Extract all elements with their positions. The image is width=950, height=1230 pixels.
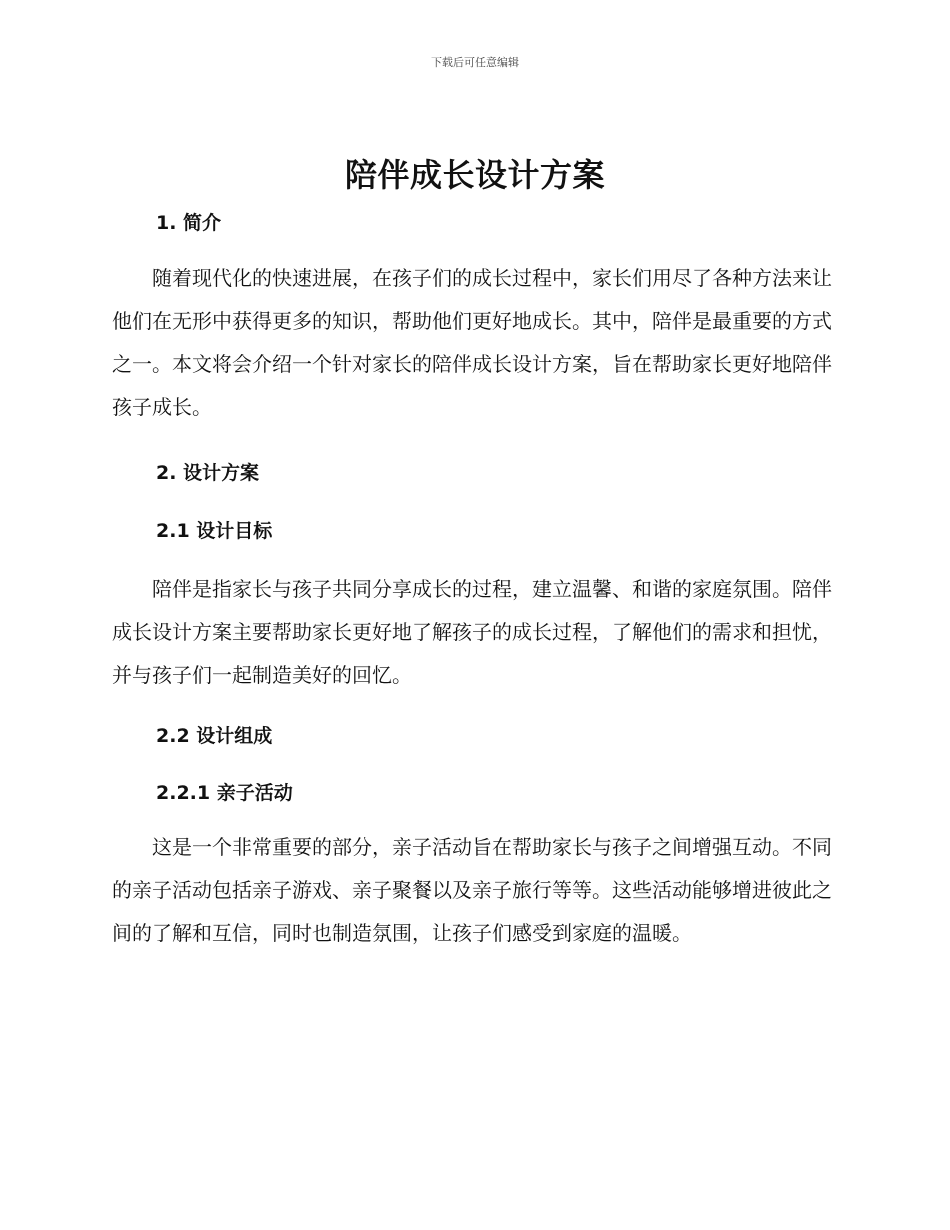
paragraph-goal: 陪伴是指家长与孩子共同分享成长的过程，建立温馨、和谐的家庭氛围。陪伴成长设计方案主要帮助家长更好地了解孩子的成长过程，了解他们的需求和担忧，并与孩子们一起制造美好的回忆。 [112, 577, 832, 687]
section-heading-activity: 2.2.1 亲子活动 [156, 782, 293, 804]
section-heading-goal: 2.1 设计目标 [156, 520, 273, 542]
document-title: 陪伴成长设计方案 [344, 156, 605, 194]
section-heading-design: 2. 设计方案 [156, 462, 260, 484]
section-heading-intro: 1. 简介 [156, 212, 222, 234]
paragraph-intro: 随着现代化的快速进展，在孩子们的成长过程中，家长们用尽了各种方法来让他们在无形中获得更多的知识，帮助他们更好地成长。其中，陪伴是最重要的方式之一。本文将会介绍一个针对家长的陪伴成长设计方案，旨在帮助家长更好地陪伴孩子成长。 [112, 266, 832, 419]
paragraph-activity: 这是一个非常重要的部分，亲子活动旨在帮助家长与孩子之间增强互动。不同的亲子活动包括亲子游戏、亲子聚餐以及亲子旅行等等。这些活动能够增进彼此之间的了解和互信，同时也制造氛围，让孩子们感受到家庭的温暖。 [112, 835, 832, 945]
section-heading-composition: 2.2 设计组成 [156, 725, 273, 747]
header-note: 下载后可任意编辑 [431, 56, 519, 69]
